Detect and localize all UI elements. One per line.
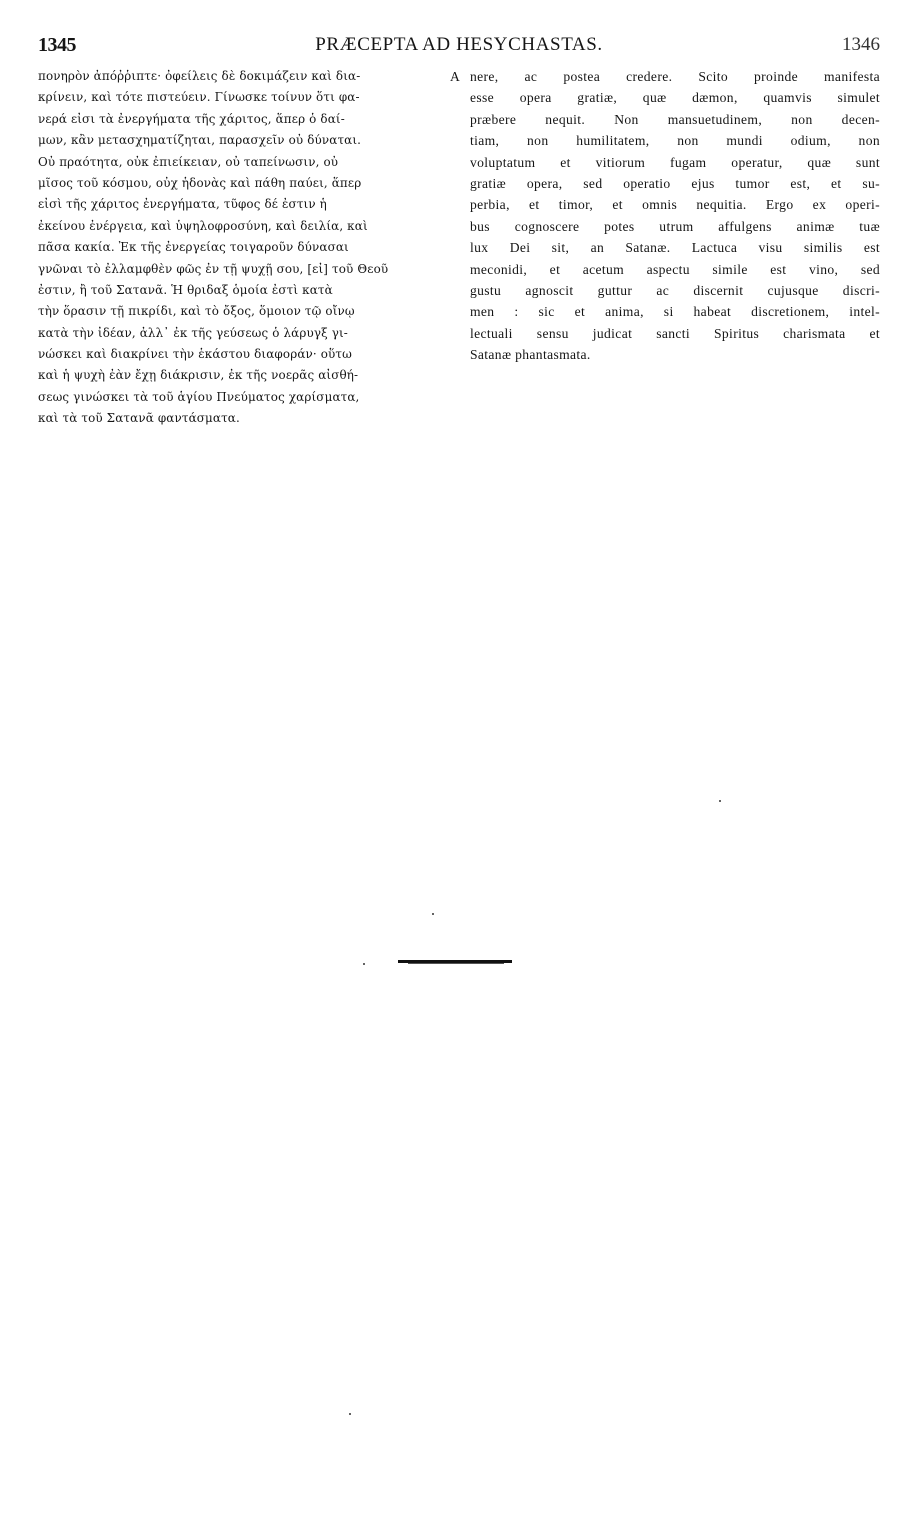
greek-text-line: πονηρὸν ἀπόῤῥιπτε· ὀφείλεις δὲ δοκιμάζειν καὶ δια- — [38, 69, 361, 83]
page-number-left: 1345 — [38, 34, 76, 56]
greek-text-line: πᾶσα κακία. Ἐκ τῆς ἐνεργείας τοιγαροῦν δύνασαι — [38, 240, 349, 255]
latin-text-line: Satanæ phantasmata. — [470, 347, 591, 363]
greek-text-line: κρίνειν, καὶ τότε πιστεύειν. Γίνωσκε τοίνυν ὅτι φα- — [38, 90, 360, 105]
end-rule — [398, 960, 512, 963]
print-speck — [432, 913, 434, 915]
greek-text-line: μων, κἂν μετασχηματίζηται, παρασχεῖν οὐ δύναται. — [38, 133, 362, 148]
greek-text-line: γνῶναι τὸ ἐλλαμφθὲν φῶς ἐν τῇ ψυχῇ σου, [εἰ] τοῦ Θεοῦ — [38, 261, 389, 276]
greek-column — [38, 66, 448, 430]
latin-text-line: lux Dei sit, an Satanæ. Lactuca visu similis est — [470, 240, 880, 256]
greek-text-line: ἐκείνου ἐνέργεια, καὶ ὑψηλοφροσύνη, καὶ δειλία, καὶ — [38, 218, 368, 233]
latin-text-line: bus cognoscere potes utrum affulgens animæ tuæ — [470, 218, 880, 234]
greek-text-line: σεως γινώσκει τὰ τοῦ ἁγίου Πνεύματος χαρίσματα, — [38, 389, 360, 404]
print-speck — [719, 800, 721, 802]
greek-text-line: κατὰ τὴν ἰδέαν, ἀλλ᾽ ἐκ τῆς γεύσεως ὁ λάρυγξ γι- — [38, 325, 348, 340]
latin-text-line: men : sic et anima, si habeat discretionem, intel- — [470, 304, 880, 320]
latin-column — [470, 66, 880, 365]
latin-text-line: gustu agnoscit guttur ac discernit cujusque discri- — [470, 282, 880, 298]
running-title: PRÆCEPTA AD HESYCHASTAS. — [315, 34, 603, 55]
latin-text-line: meconidi, et acetum aspectu simile est vino, sed — [470, 261, 880, 277]
greek-text-line: καὶ ἡ ψυχὴ ἐὰν ἔχῃ διάκρισιν, ἐκ τῆς νοερᾶς αἰσθή- — [38, 368, 359, 383]
latin-text-line: præbere nequit. Non mansuetudinem, non decen- — [470, 111, 880, 127]
latin-text-line: esse opera gratiæ, quæ dæmon, quamvis simulet — [470, 90, 880, 106]
column-marker: A — [450, 69, 460, 84]
greek-text-line: καὶ τὰ τοῦ Σατανᾶ φαντάσματα. — [38, 411, 240, 426]
latin-text-line: nere, ac postea credere. Scito proinde manifesta — [470, 69, 880, 84]
greek-text-line: νώσκει καὶ διακρίνει τὴν ἑκάστου διαφοράν· οὕτω — [38, 347, 353, 362]
page-number-right: 1346 — [842, 34, 880, 55]
print-speck — [363, 963, 365, 965]
latin-text-line: perbia, et timor, et omnis nequitia. Ergo ex operi- — [470, 197, 880, 213]
latin-text-line: tiam, non humilitatem, non mundi odium, non — [470, 133, 880, 149]
greek-text-line: νερά εἰσι τὰ ἐνεργήματα τῆς χάριτος, ἅπερ ὁ δαί- — [38, 111, 345, 126]
greek-text-line: μῖσος τοῦ κόσμου, οὐχ ἡδονὰς καὶ πάθη παύει, ἅπερ — [38, 175, 362, 190]
greek-text-line: εἰσὶ τῆς χάριτος ἐνεργήματα, τῦφος δέ ἐστιν ἡ — [38, 197, 327, 212]
latin-text-line: gratiæ opera, sed operatio ejus tumor est, et su- — [470, 175, 880, 191]
print-speck — [349, 1413, 351, 1415]
greek-text-line: ἐστιν, ἢ τοῦ Σατανᾶ. Ἡ θριδαξ ὁμοία ἐστὶ κατὰ — [38, 282, 333, 297]
latin-text-line: lectuali sensu judicat sancti Spiritus charismata et — [470, 325, 880, 341]
greek-text-line: Οὐ πραότητα, οὐκ ἐπιείκειαν, οὐ ταπείνωσιν, οὐ — [38, 154, 339, 169]
greek-text-line: τὴν ὅρασιν τῇ πικρίδι, καὶ τὸ ὄξος, ὅμοιον τῷ οἴνῳ — [38, 304, 355, 319]
running-header — [38, 34, 880, 64]
latin-text-line: voluptatum et vitiorum fugam operatur, quæ sunt — [470, 154, 880, 170]
